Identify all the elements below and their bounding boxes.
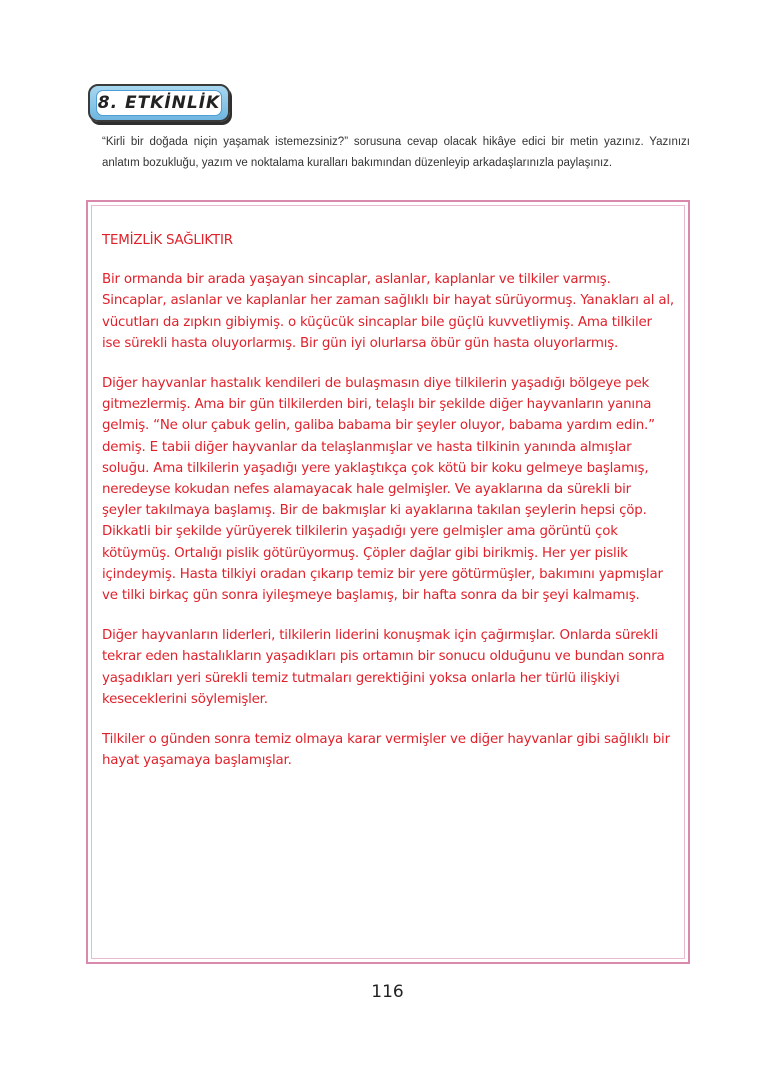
activity-badge	[88, 84, 230, 122]
story-paragraph-4: Tilkiler o günden sonra temiz olmaya karar vermişler ve diğer hayvanlar gibi sağlıklı bir hayat yaşamaya başlamışlar.	[102, 732, 670, 769]
story-title: TEMİZLİK SAĞLIKTIR	[102, 233, 233, 248]
instructions-text: “Kirli bir doğada niçin yaşamak istemezsiniz?” sorusuna cevap olacak hikâye edici bir metin yazınız. Yazınızı anlatım bozukluğu, yazım ve noktalama kuralları bakımından düzenleyip arkadaşlarınızla paylaşınız.	[102, 136, 690, 169]
story	[102, 230, 674, 790]
story-paragraph-2: Diğer hayvanlar hastalık kendileri de bulaşmasın diye tilkilerin yaşadığı bölgeye pek gitmezlermiş. Ama bir gün tilkilerden biri, telaşlı bir şekilde diğer hayvanların yanına gelmiş. “Ne olur çabuk gelin, galiba babama bir şeyler oluyor, babama yardım edin.” demiş. E tabii diğer hayvanlar da telaşlanmışlar ve hasta tilkinin yanında almışlar soluğu. Ama tilkilerin yaşadığı yere yaklaştıkça çok kötü bir koku gelmeye başlamış, neredeyse kokudan nefes alamayacak hale gelmişler. Ve ayaklarına da sürekli bir şeyler takılmaya başlamış. Bir de bakmışlar ki ayaklarına takılan şeylerin hepsi çöp. Dikkatli bir şekilde yürüyerek tilkilerin yaşadığı yere gelmişler ama görüntü çok kötüymüş. Ortalığı pislik götürüyormuş. Çöpler dağlar gibi birikmiş. Her yer pislik içindeymiş. Hasta tilkiyi oradan çıkarıp temiz bir yere götürmüşler, bakımını yapmışlar ve tilki birkaç gün sonra iyileşmeye başlamış, bir hafta sonra da bir şeyi kalmamış.	[102, 376, 663, 604]
instructions	[86, 132, 690, 174]
activity-label: 8. ETKİNLİK	[97, 93, 221, 113]
story-paragraph-3: Diğer hayvanların liderleri, tilkilerin liderini konuşmak için çağırmışlar. Onlarda sürekli tekrar eden hastalıkların yaşadıkları pis ortamın bir sonucu olduğunu ve bundan sonra yaşadıkları yeri sürekli temiz tutmaları gerektiğini yoksa onlarla her türlü ilişkiyi keseceklerini söylemişler.	[102, 628, 665, 707]
story-paragraph-1: Bir ormanda bir arada yaşayan sincaplar, aslanlar, kaplanlar ve tilkiler varmış. Sincaplar, aslanlar ve kaplanlar her zaman sağlıklı bir hayat sürüyormuş. Yanakları al al, vücutları da zıpkın gibiymiş. o küçücük sincaplar bile güçlü kuvvetliymiş. Ama tilkiler ise sürekli hasta oluyorlarmış. Bir gün iyi olurlarsa öbür gün hasta oluyorlarmış.	[102, 272, 674, 351]
page-number: 116	[371, 982, 404, 1002]
